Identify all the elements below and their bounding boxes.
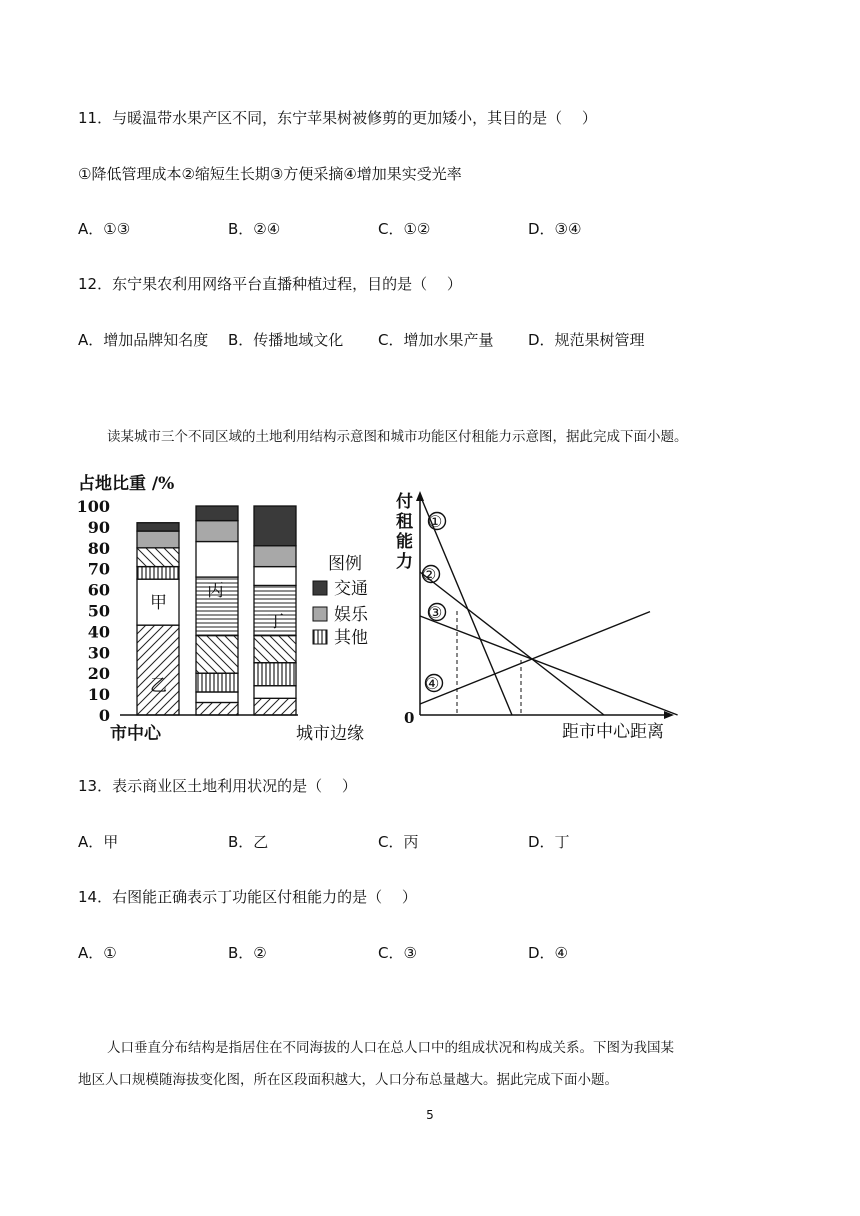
legend-swatch-entertainment — [313, 607, 327, 621]
y-tick-label: 90 — [87, 517, 110, 537]
bar-segment — [196, 673, 238, 692]
curve-label-1: ① — [428, 512, 443, 531]
right-xlabel: 距市中心距离 — [562, 722, 664, 742]
bar-label-bing: 丙 — [207, 581, 224, 601]
q12-option-d[interactable]: D．规范果树管理 — [528, 331, 645, 349]
intro-13-14: 读某城市三个不同区域的土地利用结构示意图和城市功能区付租能力示意图，据此完成下面小题。 — [107, 429, 688, 445]
bar-segment — [254, 546, 296, 567]
y-tick-label: 20 — [87, 664, 110, 684]
bar-segment — [196, 506, 238, 521]
q11-option-c[interactable]: C．①② — [378, 220, 431, 238]
figure — [0, 465, 860, 755]
bar-segment — [196, 702, 238, 715]
q12-option-a[interactable]: A．增加品牌知名度 — [78, 331, 209, 349]
curve-label-4: ④ — [425, 674, 440, 693]
rent-curve — [420, 612, 650, 704]
xlabel-city-center: 市中心 — [110, 724, 161, 744]
q13-option-b[interactable]: B．乙 — [228, 833, 269, 851]
q14-option-d[interactable]: D．④ — [528, 944, 568, 962]
y-tick-label: 30 — [87, 643, 110, 663]
intro-next-line2: 地区人口规模随海拔变化图，所在区段面积越大，人口分布总量越大。据此完成下面小题。 — [78, 1072, 618, 1088]
legend-swatch-other — [313, 630, 327, 644]
q14-option-a[interactable]: A．① — [78, 944, 117, 962]
legend-swatch-traffic — [313, 581, 327, 595]
bar-segment — [254, 567, 296, 586]
rent-curve — [420, 616, 678, 715]
curve-label-3: ③ — [428, 603, 443, 622]
bar-segment — [254, 663, 296, 686]
legend-traffic: 交通 — [334, 579, 368, 599]
right-ylabel — [396, 491, 414, 572]
bar-segment — [196, 521, 238, 542]
bar-segment — [137, 625, 179, 715]
q13-option-d[interactable]: D．丁 — [528, 833, 570, 851]
legend-title: 图例 — [328, 554, 362, 574]
svg-text:能: 能 — [396, 532, 413, 552]
y-tick-label: 70 — [87, 559, 110, 579]
q14-stem: 14．右图能正确表示丁功能区付租能力的是（ ） — [78, 888, 417, 906]
curve-label-2: ② — [422, 565, 437, 584]
bar-label-jia: 甲 — [150, 593, 167, 613]
q11-stem: 11．与暖温带水果产区不同，东宁苹果树被修剪的更加矮小，其目的是（ ） — [78, 109, 597, 127]
left-yticks — [77, 497, 110, 725]
xlabel-city-edge: 城市边缘 — [296, 724, 364, 744]
rent-curves — [420, 495, 678, 715]
page-number: 5 — [426, 1108, 434, 1122]
q13-option-a[interactable]: A．甲 — [78, 833, 119, 851]
bar-segment — [137, 523, 179, 531]
bar-segment — [254, 636, 296, 663]
q13-option-c[interactable]: C．丙 — [378, 833, 419, 851]
bar-label-yi: 乙 — [150, 676, 167, 696]
svg-text:力: 力 — [396, 552, 413, 572]
q12-option-c[interactable]: C．增加水果产量 — [378, 331, 494, 349]
q13-stem: 13．表示商业区土地利用状况的是（ ） — [78, 777, 357, 795]
bar-segment — [196, 692, 238, 702]
legend-other: 其他 — [334, 628, 368, 648]
intro-next-line1: 人口垂直分布结构是指居住在不同海拔的人口在总人口中的组成状况和构成关系。下图为我国某 — [107, 1040, 674, 1056]
y-tick-label: 80 — [87, 538, 110, 558]
y-tick-label: 40 — [87, 622, 110, 642]
q14-option-b[interactable]: B．② — [228, 944, 267, 962]
right-origin: 0 — [404, 709, 415, 727]
q11-statements: ①降低管理成本②缩短生长期③方便采摘④增加果实受光率 — [78, 165, 462, 183]
y-tick-label: 100 — [76, 497, 110, 516]
bar-segment — [137, 531, 179, 548]
svg-text:租: 租 — [396, 512, 413, 532]
y-tick-label: 0 — [98, 706, 110, 725]
y-tick-label: 50 — [87, 601, 110, 621]
legend-entertainment: 娱乐 — [334, 605, 368, 625]
q12-stem: 12．东宁果农利用网络平台直播种植过程，目的是（ ） — [78, 275, 462, 293]
q11-option-d[interactable]: D．③④ — [528, 220, 582, 238]
bar-segment — [196, 542, 238, 578]
q11-option-b[interactable]: B．②④ — [228, 220, 281, 238]
bar-segment — [254, 686, 296, 699]
bar-segment — [254, 506, 296, 546]
left-ylabel: 占地比重 /% — [78, 474, 175, 494]
bar-label-ding: 丁 — [267, 612, 284, 632]
svg-text:付: 付 — [396, 492, 413, 512]
y-tick-label: 60 — [87, 580, 110, 600]
q12-option-b[interactable]: B．传播地域文化 — [228, 331, 344, 349]
bar-segment — [137, 567, 179, 580]
y-tick-label: 10 — [87, 685, 110, 705]
bar-segment — [254, 698, 296, 715]
bar-segment — [137, 548, 179, 567]
q11-option-a[interactable]: A．①③ — [78, 220, 131, 238]
q14-option-c[interactable]: C．③ — [378, 944, 417, 962]
bar-segment — [196, 636, 238, 674]
